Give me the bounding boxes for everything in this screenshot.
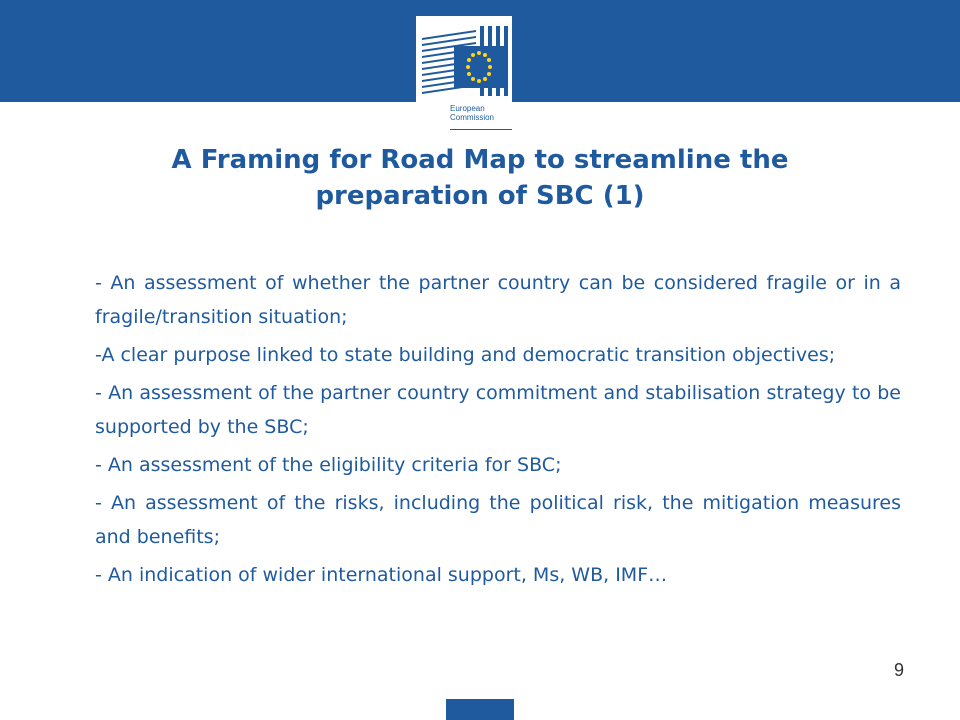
building-icon — [416, 16, 512, 104]
logo-text-line1: European — [450, 104, 485, 113]
bullet-item: - An assessment of the partner country commitment and stabilisation strategy to be supported by the SBC; — [95, 382, 901, 438]
footer-tab — [446, 699, 514, 720]
bullet-item: - An assessment of the risks, including the political risk, the mitigation measures and benefits; — [95, 492, 901, 548]
slide-title: A Framing for Road Map to streamline the preparation of SBC (1) — [171, 145, 789, 211]
bullet-item: - An assessment of the eligibility criteria for SBC; — [95, 454, 562, 476]
logo-text-line2: Commission — [450, 113, 495, 122]
logo-text — [450, 104, 510, 122]
european-commission-logo — [416, 16, 512, 132]
bullet-item: -A clear purpose linked to state building and democratic transition objectives; — [95, 344, 836, 366]
bullet-item: - An indication of wider international support, Ms, WB, IMF… — [95, 564, 668, 586]
bullet-list — [95, 266, 901, 592]
page-number: 9 — [893, 660, 904, 680]
bullet-item: - An assessment of whether the partner country can be considered fragile or in a fragile/transition situation; — [95, 272, 901, 328]
logo-underline — [450, 129, 512, 130]
